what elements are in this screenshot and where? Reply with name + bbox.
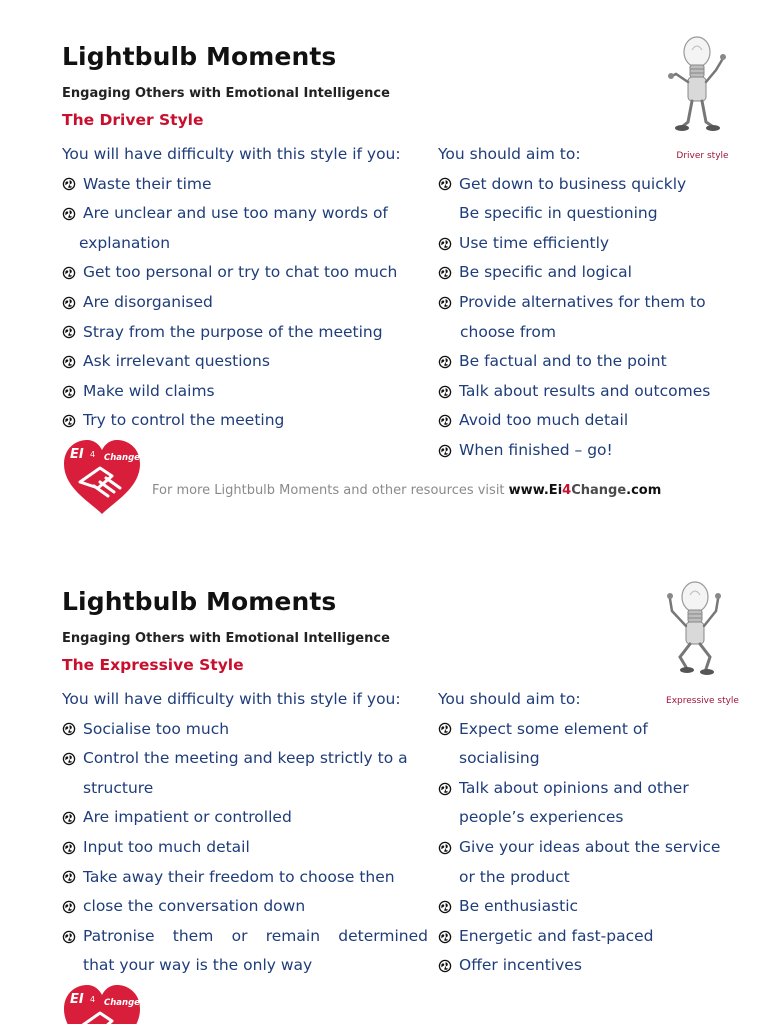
figure-caption: Expressive style xyxy=(666,696,739,706)
card-title: Lightbulb Moments xyxy=(62,587,337,616)
ei4change-logo-icon xyxy=(60,436,144,516)
list-item: Get too personal or try to chat too much xyxy=(62,258,428,288)
globe-bullet-icon xyxy=(62,922,83,952)
globe-bullet-icon xyxy=(438,258,459,288)
list-item: Be factual and to the point xyxy=(438,347,738,377)
list-item-continuation: socialising xyxy=(459,749,540,768)
logo-change-text: Change xyxy=(104,998,140,1008)
list-item: Talk about opinions and other xyxy=(438,774,738,804)
globe-bullet-icon xyxy=(62,833,83,863)
list-item: Energetic and fast-paced xyxy=(438,922,738,952)
list-item-continuation: that your way is the only way xyxy=(83,956,313,975)
globe-bullet-icon xyxy=(438,406,459,436)
list-item: Try to control the meeting xyxy=(62,406,428,436)
lightbulb-expressive-icon xyxy=(650,575,745,685)
globe-bullet-icon xyxy=(62,863,83,893)
list-item: Get down to business quickly xyxy=(438,170,738,200)
list-item: Talk about results and outcomes xyxy=(438,377,738,407)
card-title: Lightbulb Moments xyxy=(62,42,337,71)
list-item: close the conversation down xyxy=(62,892,428,922)
lightbulb-driver-icon xyxy=(650,30,745,140)
list-item: Offer incentives xyxy=(438,951,738,981)
difficulty-heading: You will have difficulty with this style if you: xyxy=(62,690,401,708)
difficulty-column xyxy=(62,140,428,436)
globe-bullet-icon xyxy=(62,892,83,922)
logo-four-text: 4 xyxy=(90,450,96,459)
list-item: Socialise too much xyxy=(62,715,428,745)
globe-bullet-icon xyxy=(438,170,459,200)
list-item: Take away their freedom to choose then xyxy=(62,863,428,893)
list-item: Are impatient or controlled xyxy=(62,803,428,833)
list-item: Stray from the purpose of the meeting xyxy=(62,318,428,348)
list-item-continuation: explanation xyxy=(79,233,171,252)
list-item-continuation: choose from xyxy=(460,322,556,341)
globe-bullet-icon xyxy=(438,229,459,259)
list-item: Use time efficiently xyxy=(438,229,738,259)
globe-bullet-icon xyxy=(438,715,459,745)
list-item: Patronise them or remain determined xyxy=(62,922,428,952)
globe-bullet-icon xyxy=(62,744,83,774)
globe-bullet-icon xyxy=(438,774,459,804)
globe-bullet-icon xyxy=(438,833,459,863)
list-item-continuation: Be specific in questioning xyxy=(459,204,658,223)
globe-bullet-icon xyxy=(438,288,459,318)
aim-column xyxy=(438,685,738,981)
logo-change-text: Change xyxy=(104,453,140,463)
list-item: When finished – go! xyxy=(438,436,738,466)
list-item: Give your ideas about the service xyxy=(438,833,738,863)
globe-bullet-icon xyxy=(438,951,459,981)
list-item: Input too much detail xyxy=(62,833,428,863)
list-item: Avoid too much detail xyxy=(438,406,738,436)
list-item: Expect some element of xyxy=(438,715,738,745)
list-item-continuation: structure xyxy=(83,778,154,797)
aim-heading: You should aim to: xyxy=(438,690,581,708)
ei4change-logo-icon xyxy=(60,981,144,1024)
globe-bullet-icon xyxy=(62,803,83,833)
list-item: Waste their time xyxy=(62,170,428,200)
globe-bullet-icon xyxy=(438,347,459,377)
difficulty-heading: You will have difficulty with this style if you: xyxy=(62,145,401,163)
globe-bullet-icon xyxy=(438,892,459,922)
list-item: Be enthusiastic xyxy=(438,892,738,922)
style-name: The Expressive Style xyxy=(62,656,244,674)
lightbulb-figure xyxy=(650,30,745,161)
list-item: Ask irrelevant questions xyxy=(62,347,428,377)
aim-column xyxy=(438,140,738,466)
list-item-continuation: people’s experiences xyxy=(459,808,624,827)
card-expressive-style xyxy=(0,571,768,1024)
style-name: The Driver Style xyxy=(62,111,204,129)
card-subtitle: Engaging Others with Emotional Intelligence xyxy=(62,631,390,646)
list-item: Be specific and logical xyxy=(438,258,738,288)
globe-bullet-icon xyxy=(62,406,83,436)
globe-bullet-icon xyxy=(62,377,83,407)
list-item-continuation: or the product xyxy=(459,867,570,886)
website-link[interactable]: www.Ei4Change.com xyxy=(508,483,662,498)
figure-caption: Driver style xyxy=(676,151,729,161)
globe-bullet-icon xyxy=(438,922,459,952)
card-driver-style xyxy=(0,26,768,546)
lightbulb-figure xyxy=(650,575,745,706)
globe-bullet-icon xyxy=(62,199,83,229)
globe-bullet-icon xyxy=(62,288,83,318)
logo-ei-text: EI xyxy=(70,992,84,1007)
logo-ei-text: EI xyxy=(70,447,84,462)
footer-text: For more Lightbulb Moments and other resources visit xyxy=(152,483,505,498)
aim-heading: You should aim to: xyxy=(438,145,581,163)
logo-four-text: 4 xyxy=(90,995,96,1004)
card-subtitle: Engaging Others with Emotional Intelligence xyxy=(62,86,390,101)
globe-bullet-icon xyxy=(62,715,83,745)
footer-note xyxy=(152,483,661,498)
list-item: Are disorganised xyxy=(62,288,428,318)
globe-bullet-icon xyxy=(62,170,83,200)
globe-bullet-icon xyxy=(62,347,83,377)
globe-bullet-icon xyxy=(62,258,83,288)
globe-bullet-icon xyxy=(438,377,459,407)
list-item: Are unclear and use too many words of xyxy=(62,199,428,229)
list-item: Provide alternatives for them to xyxy=(438,288,738,318)
globe-bullet-icon xyxy=(438,436,459,466)
list-item: Control the meeting and keep strictly to a xyxy=(62,744,428,774)
list-item: Make wild claims xyxy=(62,377,428,407)
globe-bullet-icon xyxy=(62,318,83,348)
difficulty-column xyxy=(62,685,428,981)
